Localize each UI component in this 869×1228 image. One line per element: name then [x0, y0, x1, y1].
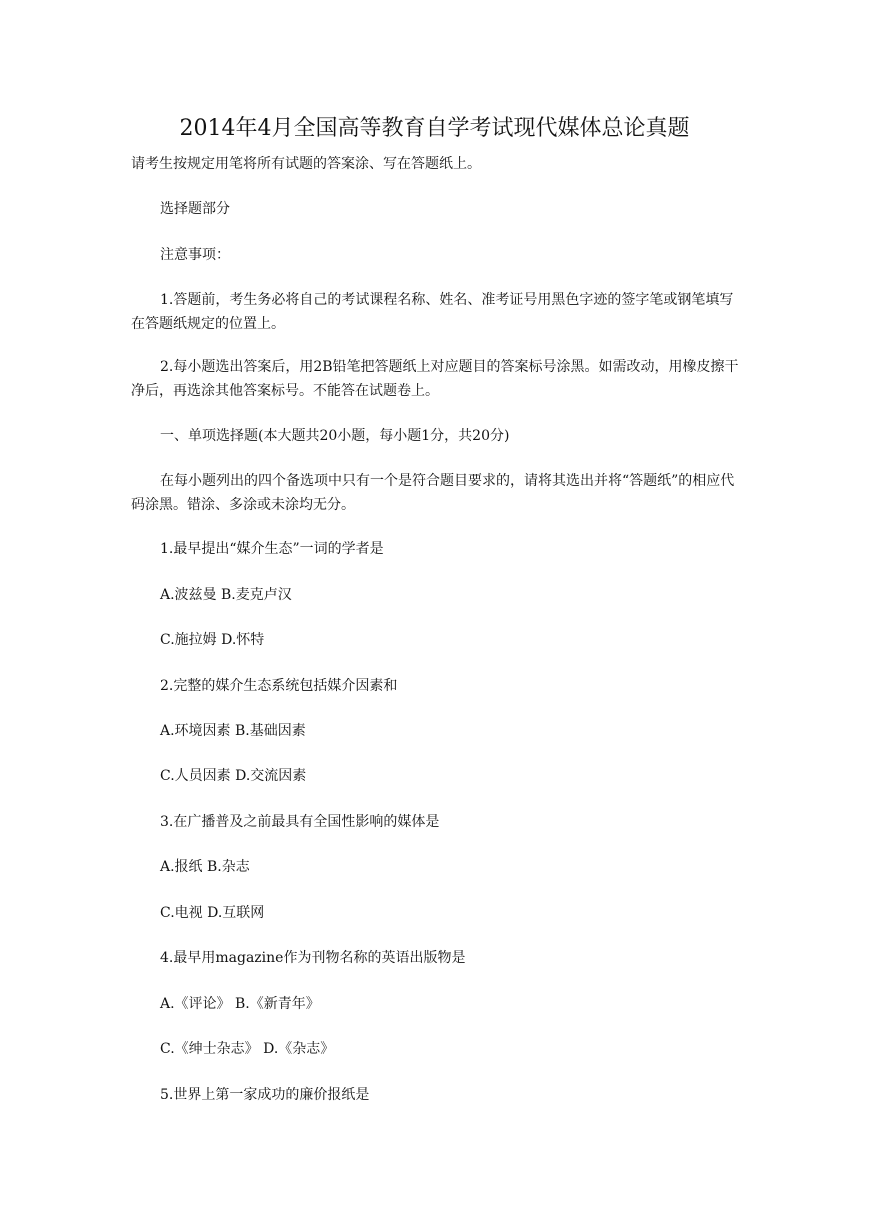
question-options: A.《评论》 B.《新青年》 [160, 996, 320, 1012]
question-options: A.报纸 B.杂志 [160, 859, 250, 875]
section-heading: 选择题部分 [160, 201, 230, 217]
question-stem: 1.最早提出“媒介生态”一词的学者是 [160, 541, 384, 557]
question-options: C.电视 D.互联网 [160, 905, 265, 921]
part-instruction: 在每小题列出的四个备选项中只有一个是符合题目要求的，请将其选出并将“答题纸”的相应代码涂黑。错涂、多涂或未涂均无分。 [131, 473, 735, 513]
intro-text: 请考生按规定用笔将所有试题的答案涂、写在答题纸上。 [131, 156, 481, 172]
question-options: C.《绅士杂志》 D.《杂志》 [160, 1041, 335, 1057]
question-stem: 2.完整的媒介生态系统包括媒介因素和 [160, 678, 398, 694]
question-stem: 5.世界上第一家成功的廉价报纸是 [160, 1087, 370, 1103]
page-title: 2014年4月全国高等教育自学考试现代媒体总论真题 [179, 116, 690, 141]
notice-item-2: 2.每小题选出答案后，用2B铅笔把答题纸上对应题目的答案标号涂黑。如需改动，用橡皮擦干净后，再选涂其他答案标号。不能答在试题卷上。 [131, 359, 739, 399]
part-heading: 一、单项选择题(本大题共20小题，每小题1分，共20分) [160, 428, 510, 444]
question-options: A.波兹曼 B.麦克卢汉 [160, 587, 292, 603]
question-options: C.施拉姆 D.怀特 [160, 632, 265, 648]
question-stem: 4.最早用magazine作为刊物名称的英语出版物是 [160, 950, 466, 966]
question-options: C.人员因素 D.交流因素 [160, 768, 307, 784]
question-stem: 3.在广播普及之前最具有全国性影响的媒体是 [160, 814, 440, 830]
question-options: A.环境因素 B.基础因素 [160, 723, 306, 739]
notice-heading: 注意事项： [160, 247, 230, 263]
notice-item-1: 1.答题前，考生务必将自己的考试课程名称、姓名、准考证号用黑色字迹的签字笔或钢笔填写在答题纸规定的位置上。 [131, 292, 734, 332]
